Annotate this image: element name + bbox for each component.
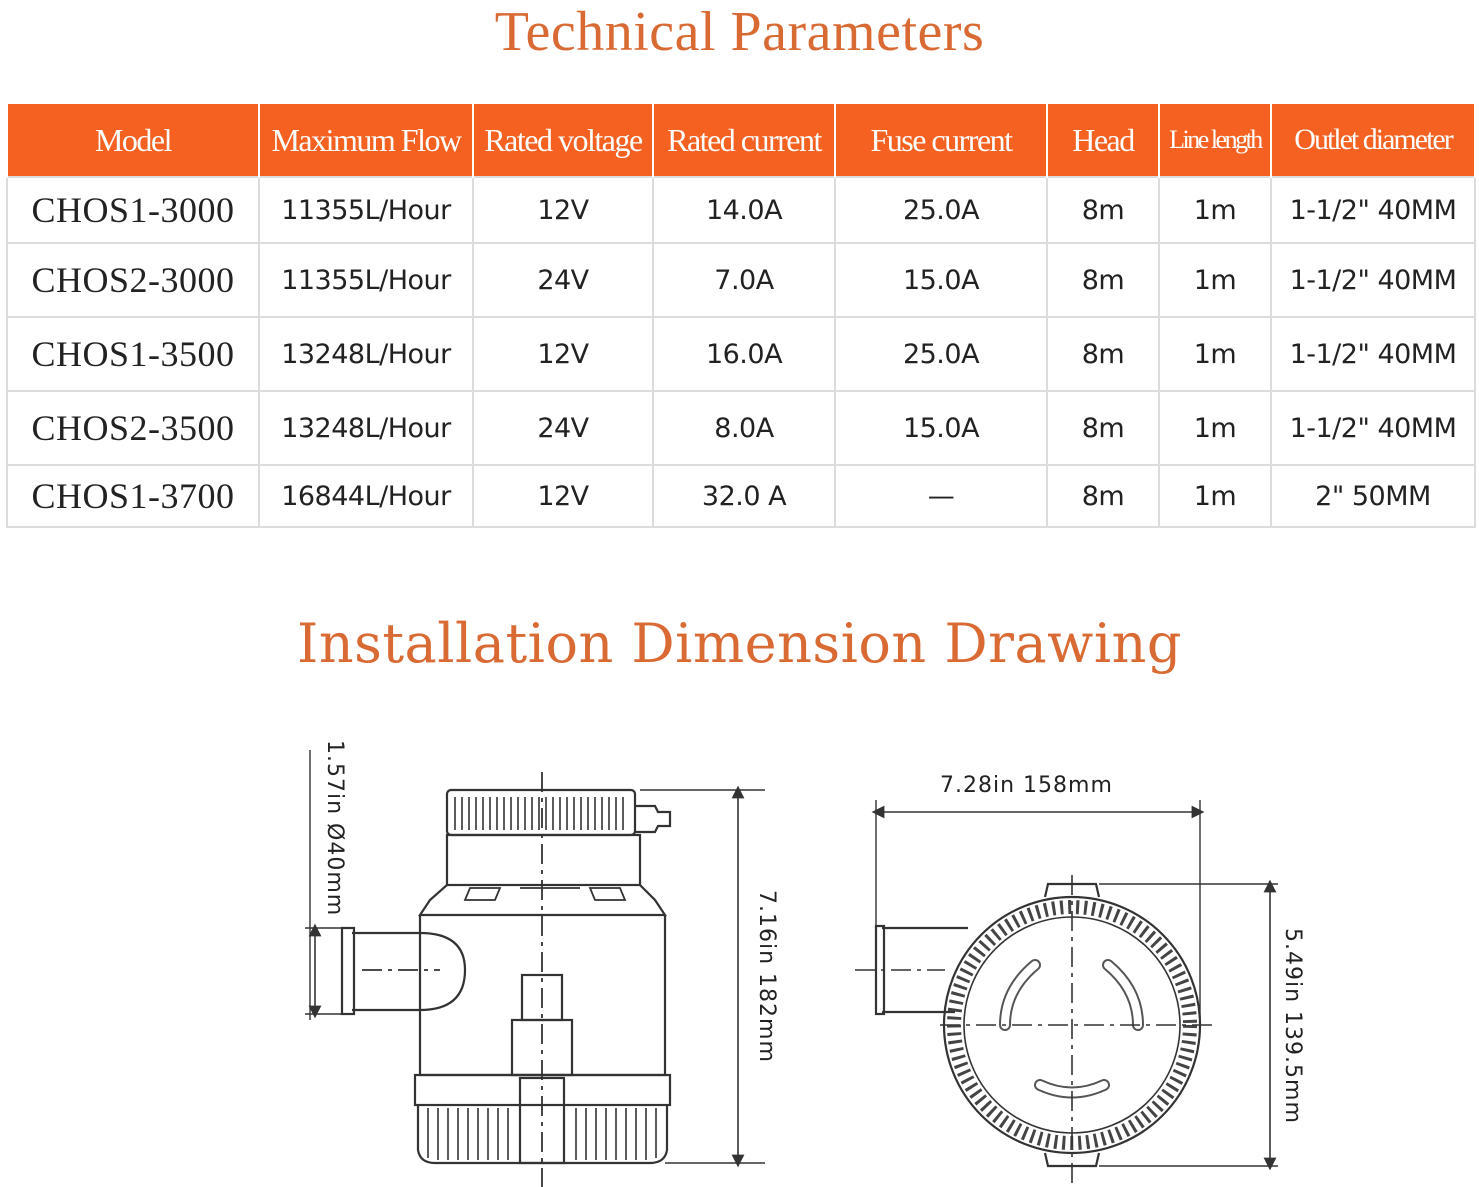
header-head: Head bbox=[1047, 104, 1159, 177]
header-rated-current: Rated current bbox=[653, 104, 835, 177]
cell-model: CHOS1-3500 bbox=[7, 317, 259, 391]
table-row bbox=[7, 177, 1475, 243]
table-row bbox=[7, 317, 1475, 391]
cell-fuse: 25.0A bbox=[835, 317, 1047, 391]
top-view bbox=[855, 800, 1278, 1187]
cell-fuse: 25.0A bbox=[835, 177, 1047, 243]
cell-voltage: 12V bbox=[473, 465, 653, 527]
side-view bbox=[305, 750, 765, 1187]
header-line-length: Line length bbox=[1159, 104, 1271, 177]
cell-fuse: 15.0A bbox=[835, 243, 1047, 317]
cell-head: 8m bbox=[1047, 177, 1159, 243]
cell-line-length: 1m bbox=[1159, 317, 1271, 391]
header-model: Model bbox=[7, 104, 259, 177]
cell-flow: 13248L/Hour bbox=[259, 391, 473, 465]
cell-outlet: 2" 50MM bbox=[1271, 465, 1475, 527]
dimension-drawing bbox=[0, 720, 1479, 1187]
cell-outlet: 1-1/2" 40MM bbox=[1271, 177, 1475, 243]
table-row bbox=[7, 243, 1475, 317]
cell-flow: 11355L/Hour bbox=[259, 177, 473, 243]
cell-fuse: — bbox=[835, 465, 1047, 527]
cell-voltage: 24V bbox=[473, 391, 653, 465]
cell-outlet: 1-1/2" 40MM bbox=[1271, 391, 1475, 465]
outlet-dimension-label: 1.57in Ø40mm bbox=[322, 740, 347, 917]
cell-line-length: 1m bbox=[1159, 465, 1271, 527]
cell-fuse: 15.0A bbox=[835, 391, 1047, 465]
cell-current: 32.0 A bbox=[653, 465, 835, 527]
cell-outlet: 1-1/2" 40MM bbox=[1271, 243, 1475, 317]
installation-drawing-title: Installation Dimension Drawing bbox=[297, 612, 1182, 675]
width-dimension-label: 7.28in 158mm bbox=[940, 773, 1113, 798]
cell-head: 8m bbox=[1047, 391, 1159, 465]
cell-voltage: 12V bbox=[473, 317, 653, 391]
cell-flow: 11355L/Hour bbox=[259, 243, 473, 317]
header-maximum-flow: Maximum Flow bbox=[259, 104, 473, 177]
table-header-row bbox=[7, 104, 1475, 177]
header-rated-voltage: Rated voltage bbox=[473, 104, 653, 177]
cell-model: CHOS1-3700 bbox=[7, 465, 259, 527]
table-row bbox=[7, 391, 1475, 465]
cell-current: 8.0A bbox=[653, 391, 835, 465]
cell-model: CHOS2-3000 bbox=[7, 243, 259, 317]
cell-line-length: 1m bbox=[1159, 243, 1271, 317]
cell-line-length: 1m bbox=[1159, 391, 1271, 465]
cell-flow: 16844L/Hour bbox=[259, 465, 473, 527]
technical-parameters-title: Technical Parameters bbox=[494, 1, 985, 63]
cell-voltage: 12V bbox=[473, 177, 653, 243]
cell-current: 14.0A bbox=[653, 177, 835, 243]
table-row bbox=[7, 465, 1475, 527]
cell-head: 8m bbox=[1047, 317, 1159, 391]
cell-model: CHOS1-3000 bbox=[7, 177, 259, 243]
cell-flow: 13248L/Hour bbox=[259, 317, 473, 391]
cell-outlet: 1-1/2" 40MM bbox=[1271, 317, 1475, 391]
cell-voltage: 24V bbox=[473, 243, 653, 317]
cell-head: 8m bbox=[1047, 465, 1159, 527]
header-outlet-diameter: Outlet diameter bbox=[1271, 104, 1475, 177]
cell-model: CHOS2-3500 bbox=[7, 391, 259, 465]
cell-current: 16.0A bbox=[653, 317, 835, 391]
header-fuse-current: Fuse current bbox=[835, 104, 1047, 177]
cell-head: 8m bbox=[1047, 243, 1159, 317]
spec-table bbox=[6, 104, 1476, 528]
depth-dimension-label: 5.49in 139.5mm bbox=[1280, 928, 1305, 1124]
cell-current: 7.0A bbox=[653, 243, 835, 317]
height-dimension-label: 7.16in 182mm bbox=[754, 890, 779, 1063]
cell-line-length: 1m bbox=[1159, 177, 1271, 243]
